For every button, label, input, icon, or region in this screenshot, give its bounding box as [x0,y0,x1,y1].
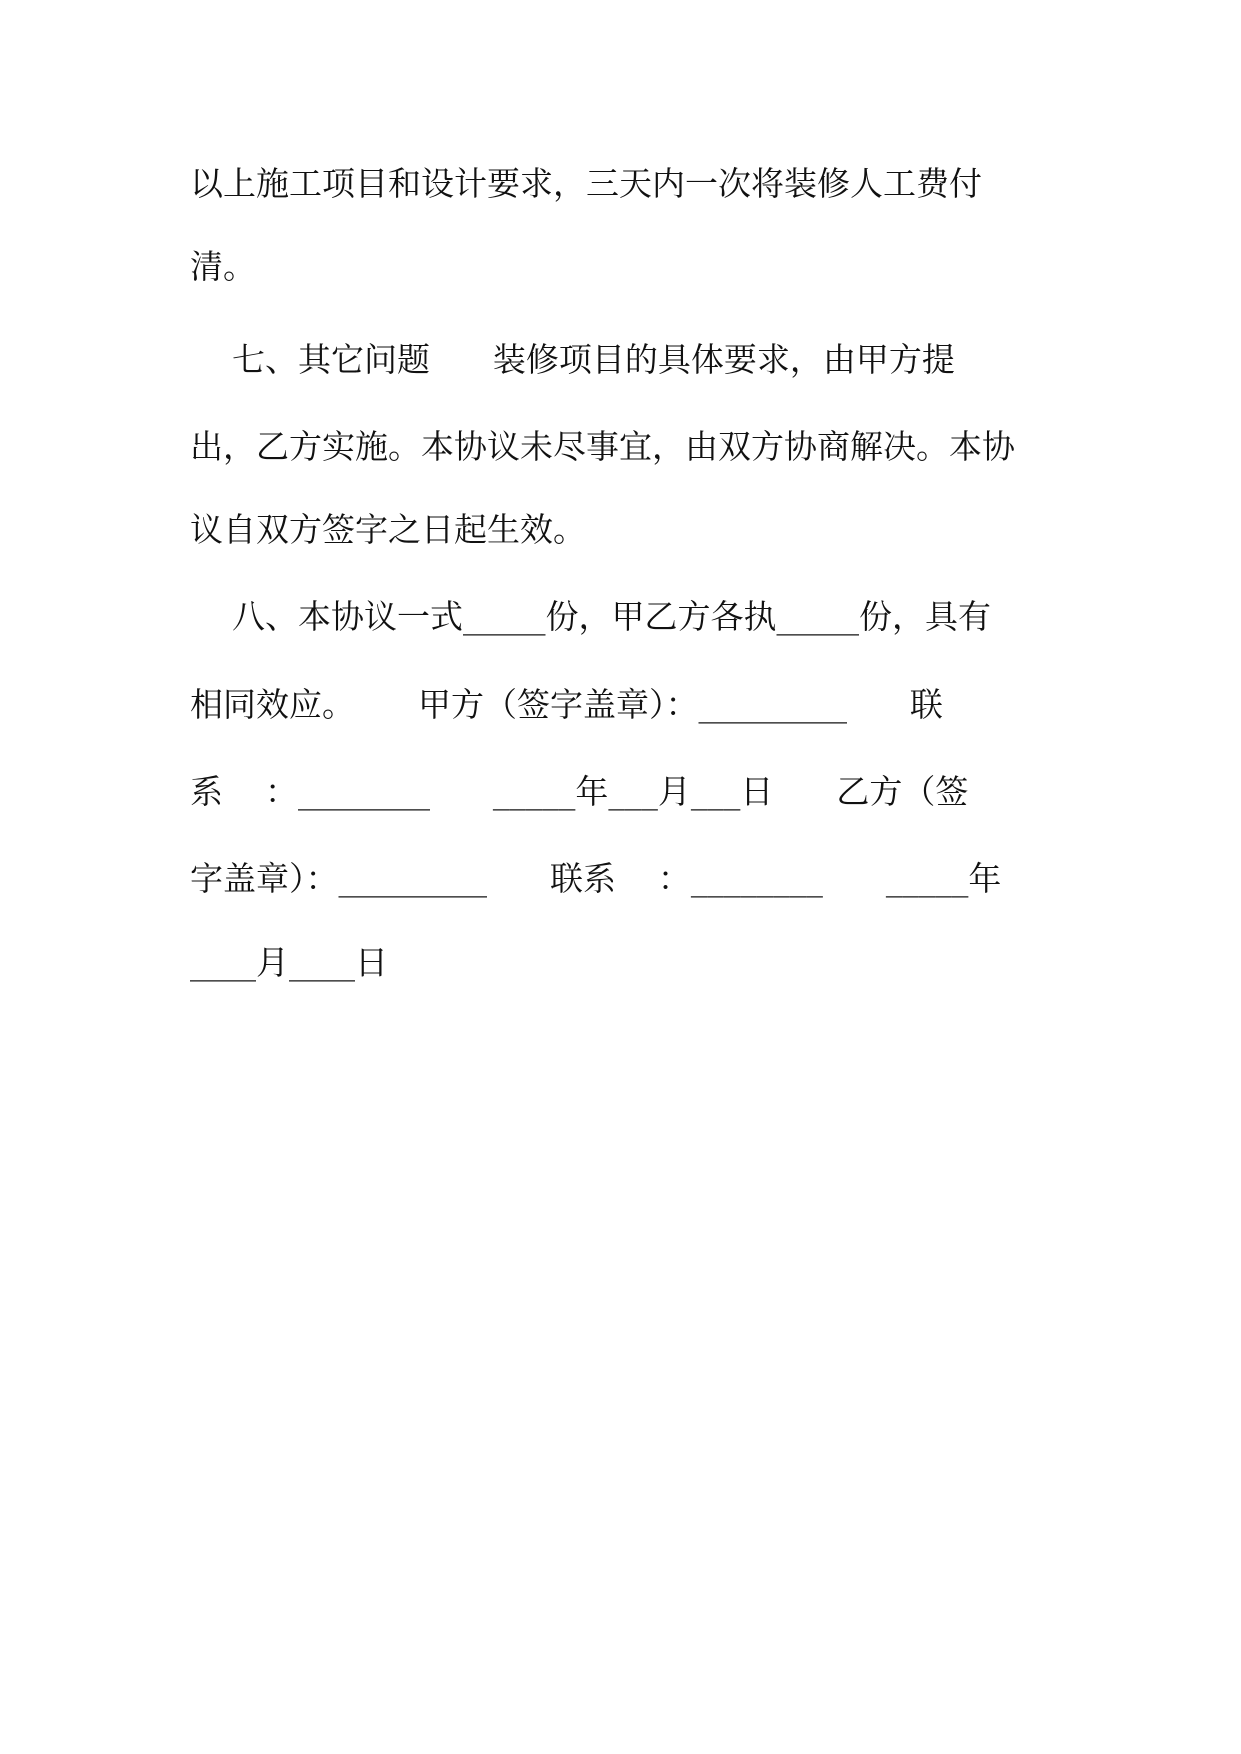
text-line: 议自双方签字之日起生效。 [190,510,586,549]
clause-7-heading: 七、其它问题 装修项目的具体要求，由甲方提 [190,340,955,379]
signature-line-party-b: 字盖章）：_________ 联系 ：________ _____年 [190,859,1002,898]
text-line: 清。 [190,247,256,286]
clause-8-heading: 八、本协议一式_____份，甲乙方各执_____份，具有 [190,597,991,636]
text-line: 以上施工项目和设计要求，三天内一次将装修人工费付 [190,164,982,203]
text-line: 出，乙方实施。本协议未尽事宜，由双方协商解决。本协 [190,427,1015,466]
date-line: ____月____日 [190,943,388,982]
contact-date-line: 系 ：________ _____年___月___日 乙方（签 [190,772,969,811]
signature-line-party-a: 相同效应。 甲方（签字盖章）：_________ 联 [190,685,943,724]
